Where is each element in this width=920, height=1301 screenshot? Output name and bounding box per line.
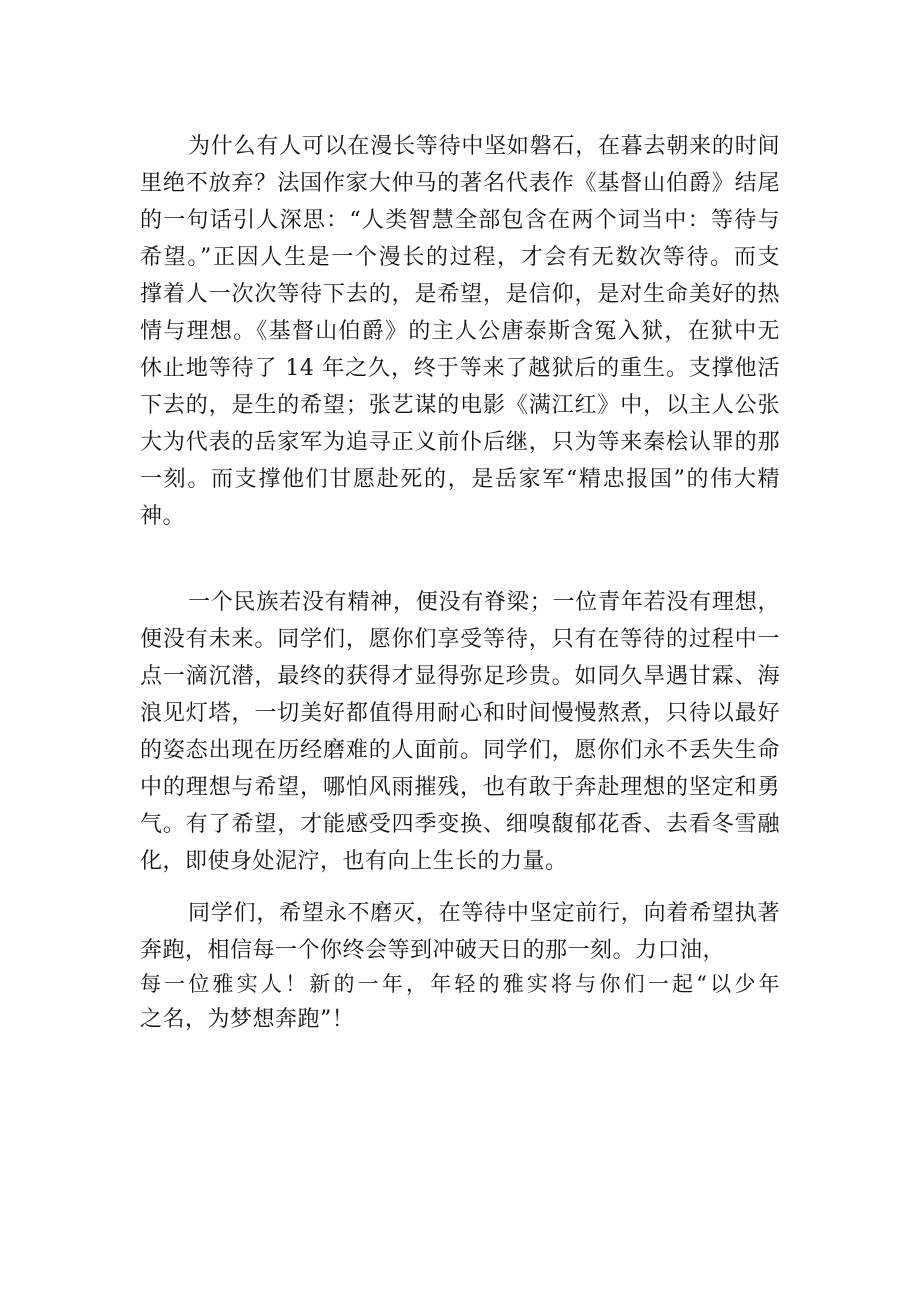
paragraph-line: 气。有了希望，才能感受四季变换、细嗅馥郁花香、去看冬雪融: [140, 812, 780, 837]
paragraph-line: 一刻。而支撑他们甘愿赴死的，是岳家军“精忠报国”的伟大精: [140, 467, 780, 492]
paragraph-line: 之名，为梦想奔跑”！: [140, 1007, 355, 1032]
paragraph-line: 的一句话引人深思：“人类智慧全部包含在两个词当中：等待与: [140, 208, 780, 233]
paragraph-line: 每一位雅实人！新的一年，年轻的雅实将与你们一起“以少年: [140, 972, 780, 996]
paragraph-line: 撑着人一次次等待下去的，是希望，是信仰，是对生命美好的热: [140, 282, 780, 307]
paragraph-line: 化，即使身处泥泞，也有向上生长的力量。: [140, 849, 568, 874]
paragraph-line: 中的理想与希望，哪怕风雨摧残，也有敢于奔赴理想的坚定和勇: [140, 775, 780, 800]
paragraph-line: 休止地等待了 14 年之久，终于等来了越狱后的重生。支撑他活: [140, 356, 780, 381]
paragraph-line: 里绝不放弃？法国作家大仲马的著名代表作《基督山伯爵》结尾: [140, 171, 780, 196]
paragraph-line: 为什么有人可以在漫长等待中坚如磐石，在暮去朝来的时间: [188, 134, 780, 159]
paragraph-line: 神。: [140, 504, 186, 529]
paragraph-line: 同学们，希望永不磨灭，在等待中坚定前行，向着希望执著: [188, 901, 780, 926]
paragraph-line: 的姿态出现在历经磨难的人面前。同学们，愿你们永不丢失生命: [140, 738, 780, 763]
paragraph-line: 下去的，是生的希望；张艺谋的电影《满江红》中，以主人公张: [140, 393, 780, 418]
paragraph-line: 情与理想。《基督山伯爵》的主人公唐泰斯含冤入狱，在狱中无: [140, 319, 780, 344]
paragraph-line: 浪见灯塔，一切美好都值得用耐心和时间慢慢熬煮，只待以最好: [140, 701, 780, 726]
paragraph-line: 一个民族若没有精神，便没有脊梁；一位青年若没有理想，: [188, 590, 780, 615]
paragraph-line: 点一滴沉潜，最终的获得才显得弥足珍贵。如同久旱遇甘霖、海: [140, 664, 780, 689]
paragraph-line: 便没有未来。同学们，愿你们享受等待，只有在等待的过程中一: [140, 627, 780, 652]
paragraph-line: 奔跑，相信每一个你终会等到冲破天日的那一刻。力口油，: [140, 938, 726, 963]
paragraph-line: 大为代表的岳家军为追寻正义前仆后继，只为等来秦桧认罪的那: [140, 430, 780, 455]
paragraph-line: 希望。”正因人生是一个漫长的过程，才会有无数次等待。而支: [140, 245, 780, 270]
